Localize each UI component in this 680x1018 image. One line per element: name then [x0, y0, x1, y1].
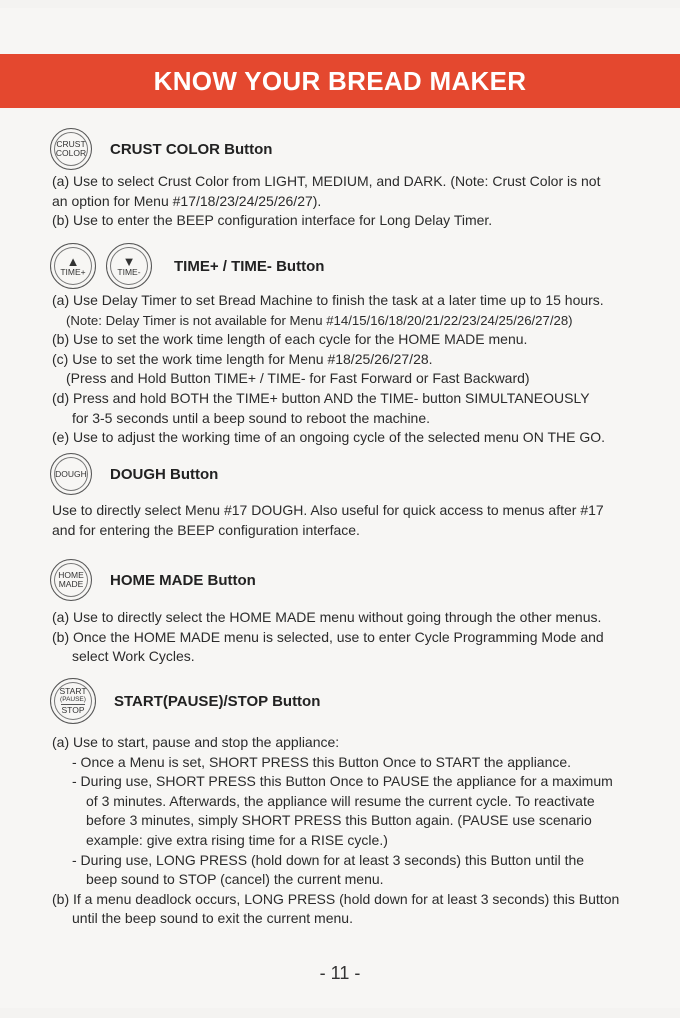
text-line: for 3-5 seconds until a beep sound to reboot the machine. [72, 409, 431, 426]
title-banner [0, 54, 680, 108]
crust-color-header [50, 128, 272, 170]
start-stop-text [52, 733, 642, 929]
text-line: (b) Use to set the work time length of each cycle for the HOME MADE menu. [52, 331, 528, 348]
text-line: (Note: Delay Timer is not available for Menu #14/15/16/18/20/21/22/23/24/25/26/27/28) [66, 312, 573, 328]
home-made-icon-label-bottom: MADE [58, 579, 84, 589]
up-arrow-icon: ▲ [66, 253, 80, 269]
home-made-icon-label-top: HOME [58, 570, 84, 580]
text-line: of 3 minutes. Afterwards, the appliance will resume the current cycle. To reactivate [86, 792, 595, 809]
text-line: (b) Use to enter the BEEP configuration interface for Long Delay Timer. [52, 212, 493, 229]
start-stop-heading: START(PAUSE)/STOP Button [114, 692, 321, 710]
time-plus-button-icon [50, 243, 96, 289]
start-stop-header [50, 678, 320, 724]
time-header [50, 243, 324, 289]
time-heading: TIME+ / TIME- Button [174, 257, 325, 275]
text-line: - During use, LONG PRESS (hold down for at least 3 seconds) this Button until the [72, 851, 585, 868]
text-line: (a) Use to directly select the HOME MADE menu without going through the other menus. [52, 609, 602, 625]
text-line: an option for Menu #17/18/23/24/25/26/27). [52, 192, 322, 209]
text-line: (e) Use to adjust the working time of an ongoing cycle of the selected menu ON THE GO. [52, 429, 606, 446]
text-line: - During use, SHORT PRESS this Button Once to PAUSE the appliance for a maximum [72, 773, 613, 790]
text-line: (b) If a menu deadlock occurs, LONG PRESS (hold down for at least 3 seconds) this Button [52, 890, 620, 907]
crust-color-heading: CRUST COLOR Button [110, 140, 273, 158]
text-line: example: give extra rising time for a RISE cycle.) [86, 831, 388, 848]
text-line: Use to directly select Menu #17 DOUGH. Also useful for quick access to menus after #17 [52, 502, 604, 518]
dough-icon-label: DOUGH [55, 468, 87, 479]
home-made-button-icon [50, 559, 92, 601]
home-made-header [50, 559, 256, 601]
text-line: - Once a Menu is set, SHORT PRESS this Button Once to START the appliance. [72, 753, 572, 770]
text-line: until the beep sound to exit the current menu. [72, 910, 353, 927]
stop-icon-label: STOP [61, 705, 85, 715]
time-text [52, 291, 642, 448]
crust-icon-label-bottom: COLOR [55, 148, 87, 158]
time-minus-button-icon [106, 243, 152, 289]
page-number: - 11 - [319, 963, 361, 983]
dough-text [52, 501, 642, 540]
time-minus-icon-label: TIME- [117, 266, 141, 277]
crust-icon-label-top: CRUST [56, 139, 86, 149]
text-line: (a) Use Delay Timer to set Bread Machine to finish the task at a later time up to 15 hours. [52, 292, 604, 308]
text-line: (d) Press and hold BOTH the TIME+ button AND the TIME- button SIMULTANEOUSLY [52, 389, 590, 406]
text-line: before 3 minutes, simply SHORT PRESS this Button again. (PAUSE use scenario [86, 812, 592, 829]
time-plus-icon-label: TIME+ [60, 266, 86, 277]
home-made-heading: HOME MADE Button [110, 571, 256, 589]
down-arrow-icon: ▼ [122, 253, 136, 269]
text-line: select Work Cycles. [72, 648, 195, 665]
text-line: (a) Use to select Crust Color from LIGHT, MEDIUM, and DARK. (Note: Crust Color is not [52, 173, 601, 189]
page-title: KNOW YOUR BREAD MAKER [153, 65, 527, 96]
start-pause-stop-button-icon [50, 678, 96, 724]
crust-color-text [52, 172, 642, 231]
dough-header [50, 453, 218, 495]
text-line: (c) Use to set the work time length for Menu #18/25/26/27/28. [52, 350, 433, 367]
dough-button-icon [50, 453, 92, 495]
text-line: (b) Once the HOME MADE menu is selected, use to enter Cycle Programming Mode and [52, 628, 604, 645]
dough-heading: DOUGH Button [110, 465, 219, 483]
text-line: beep sound to STOP (cancel) the current menu. [86, 871, 384, 888]
start-icon-label: START [59, 686, 87, 696]
text-line: (Press and Hold Button TIME+ / TIME- for Fast Forward or Fast Backward) [66, 370, 530, 387]
text-line: and for entering the BEEP configuration interface. [52, 521, 360, 538]
home-made-text [52, 608, 642, 667]
pause-icon-label: (PAUSE) [60, 696, 86, 703]
text-line: (a) Use to start, pause and stop the appliance: [52, 734, 340, 750]
crust-color-button-icon [50, 128, 92, 170]
